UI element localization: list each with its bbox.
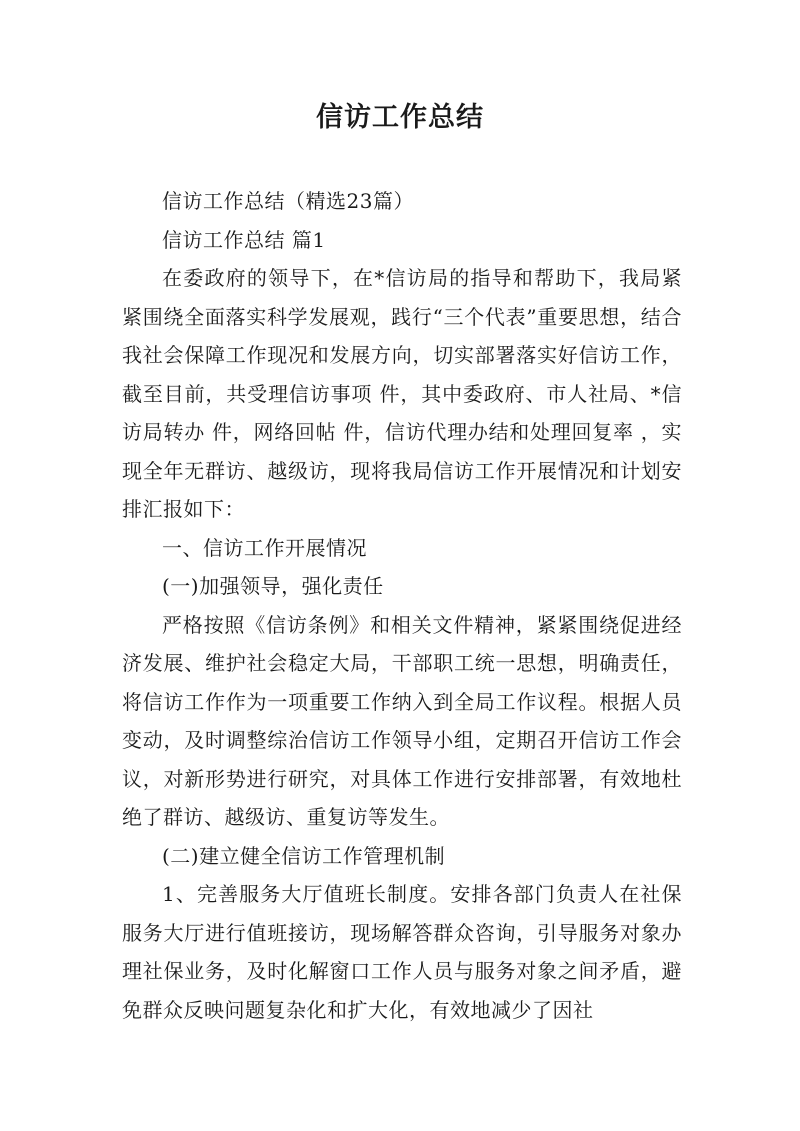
document-title: 信访工作总结: [316, 102, 484, 133]
paragraph-intro: 在委政府的领导下，在*信访局的指导和帮助下，我局紧紧围绕全面落实科学发展观，践行“三个代表”重要思想，结合我社会保障工作现况和发展方向，切实部署落实好信访工作，截至目前，共受理信访事项 件，其中委政府、市人社局、*信访局转办 件，网络回帖 件，信访代理办结和处理回复率 ，实现全年无群访、越级访，现将我局信访工作开展情况和计划安排汇报如下：: [122, 266, 682, 521]
heading-part-one: 一、信访工作开展情况: [162, 535, 367, 560]
paragraph-leadership: 严格按照《信访条例》和相关文件精神，紧紧围绕促进经济发展、维护社会稳定大局，干部职工统一思想，明确责任，将信访工作作为一项重要工作纳入到全局工作议程。根据人员变动，及时调整综治信访工作领导小组，定期召开信访工作会议，对新形势进行研究，对具体工作进行安排部署，有效地杜绝了群访、越级访、重复访等发生。: [122, 612, 682, 829]
heading-subsection-two: (二)建立健全信访工作管理机制: [162, 843, 446, 868]
heading-subsection-one: (一)加强领导，强化责任: [162, 574, 384, 598]
paragraph-service-hall: 1、完善服务大厅值班长制度。安排各部门负责人在社保服务大厅进行值班接访，现场解答群众咨询，引导服务对象办理社保业务，及时化解窗口工作人员与服务对象之间矛盾，避免群众反映问题复杂化和扩大化，有效地减少了因社: [122, 882, 682, 1022]
paragraph-section-label: 信访工作总结 篇1: [162, 227, 326, 252]
paragraph-subtitle: 信访工作总结（精选23篇）: [162, 189, 414, 213]
document-body: [122, 182, 682, 1029]
